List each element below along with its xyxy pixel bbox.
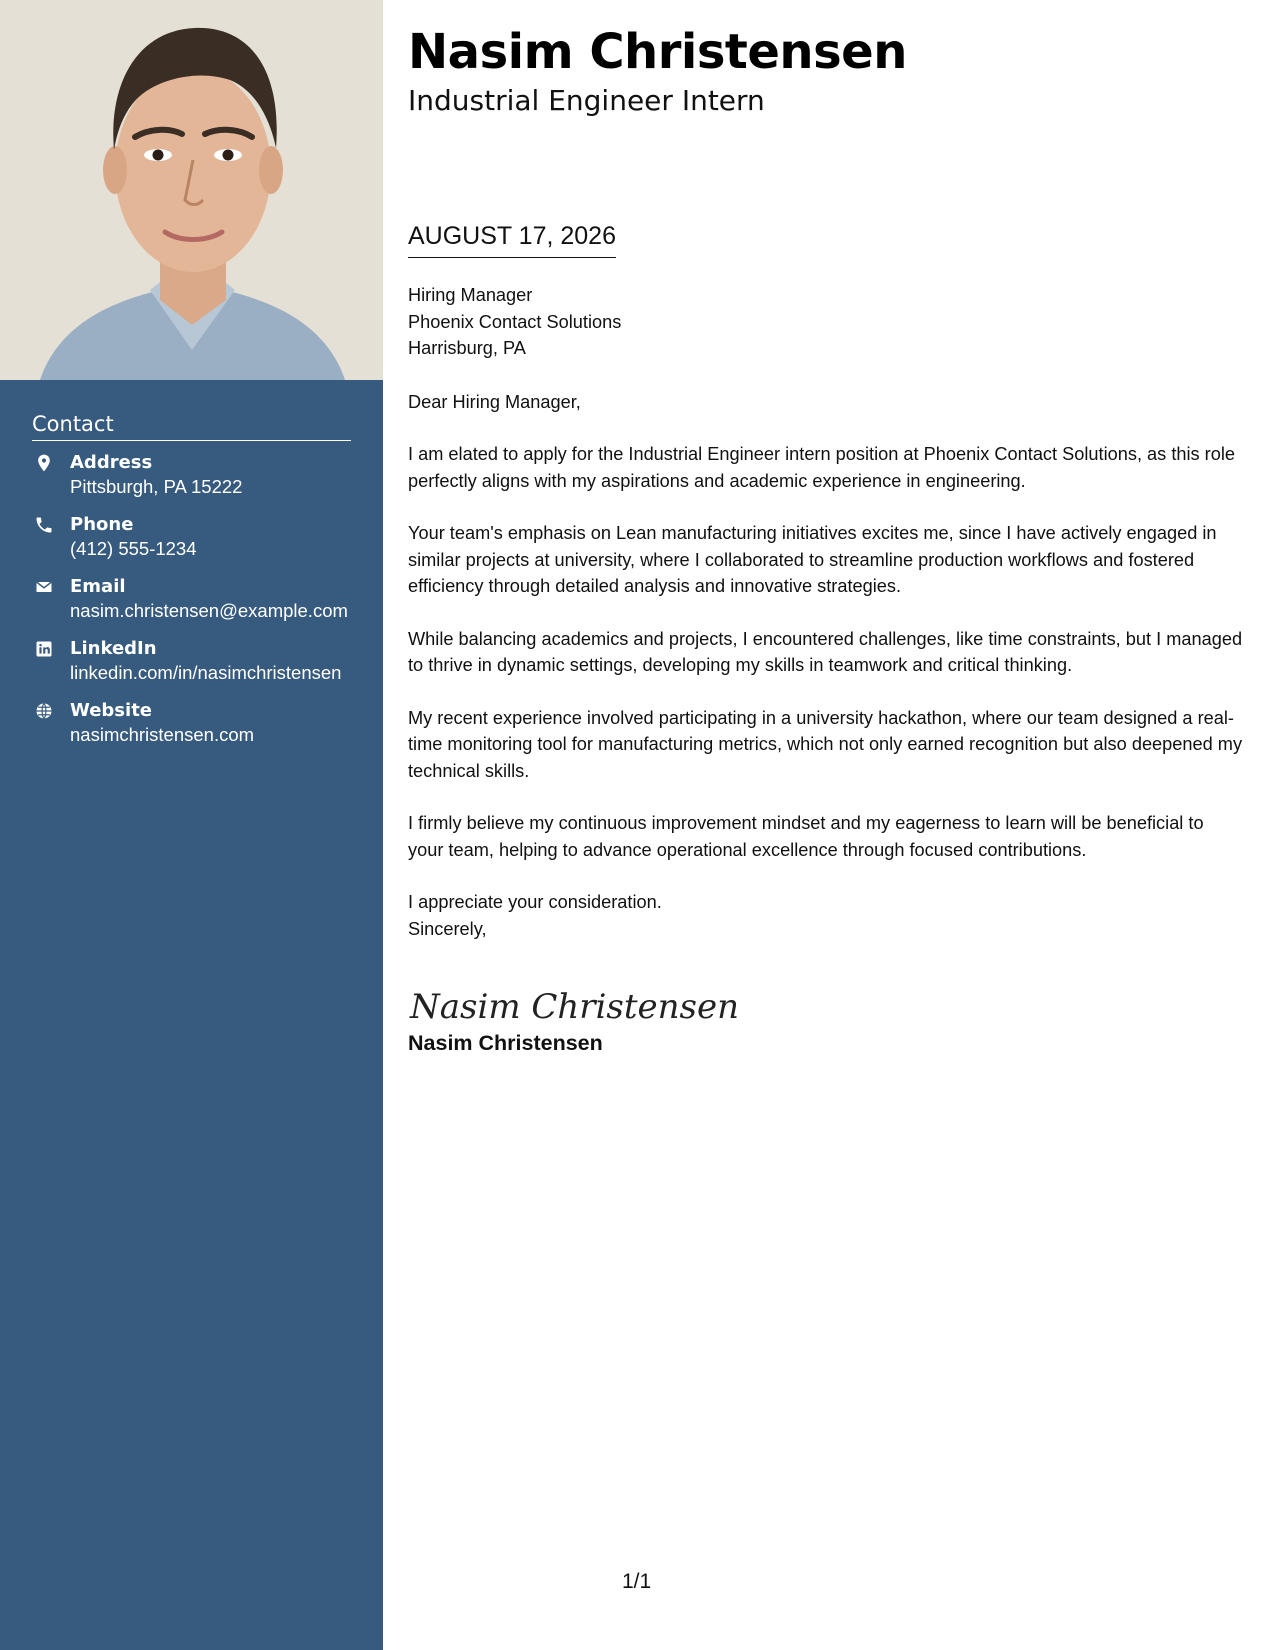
applicant-name: Nasim Christensen bbox=[408, 24, 907, 80]
phone-icon bbox=[32, 513, 70, 535]
contact-label: Website bbox=[70, 700, 153, 721]
portrait-photo bbox=[0, 0, 383, 380]
linkedin-icon bbox=[32, 637, 70, 659]
letter-date: AUGUST 17, 2026 bbox=[408, 222, 616, 258]
contact-label: Address bbox=[70, 452, 153, 473]
letter-paragraph: While balancing academics and projects, I encountered challenges, like time constraints, but I managed to thrive in dynamic settings, developing my skills in teamwork and critical thinking. bbox=[408, 628, 1243, 675]
contact-linkedin bbox=[32, 637, 351, 685]
contact-heading: Contact bbox=[32, 412, 351, 441]
salutation: Dear Hiring Manager, bbox=[408, 391, 581, 412]
contact-value: Pittsburgh, PA 15222 bbox=[70, 476, 243, 497]
sidebar bbox=[0, 0, 383, 1650]
globe-icon bbox=[32, 699, 70, 721]
contact-label: Phone bbox=[70, 514, 134, 535]
letter-paragraph: My recent experience involved participating in a university hackathon, where our team designed a real-time monitoring tool for manufacturing metrics, which not only earned recognition but also deepened my technical skills. bbox=[408, 707, 1243, 781]
letter-paragraph: I firmly believe my continuous improvement mindset and my eagerness to learn will be beneficial to your team, helping to advance operational excellence through focused contributions. bbox=[408, 813, 1204, 860]
recipient-line: Phoenix Contact Solutions bbox=[408, 311, 622, 332]
contact-website bbox=[32, 699, 351, 747]
job-title: Industrial Engineer Intern bbox=[408, 84, 765, 117]
recipient-line: Harrisburg, PA bbox=[408, 338, 526, 358]
envelope-icon bbox=[32, 575, 70, 597]
letter-paragraph: I appreciate your consideration. bbox=[408, 892, 662, 912]
letter-paragraph: I am elated to apply for the Industrial Engineer intern position at Phoenix Contact Solutions, as this role perfectly aligns with my aspirations and academic experience in engineering. bbox=[408, 444, 1235, 491]
contact-address bbox=[32, 451, 351, 499]
map-pin-icon bbox=[32, 451, 70, 473]
signature-text: Nasim Christensen bbox=[410, 987, 740, 1027]
contact-section bbox=[32, 412, 351, 761]
page-number: 1/1 bbox=[622, 1570, 652, 1593]
contact-value[interactable]: nasimchristensen.com bbox=[70, 724, 255, 745]
contact-phone bbox=[32, 513, 351, 561]
recipient-block bbox=[408, 282, 1243, 362]
letter-paragraph: Your team's emphasis on Lean manufacturing initiatives excites me, since I have actively engaged in similar projects at university, where I collaborated to streamline production workflows and fostered efficiency through detailed analysis and innovative strategies. bbox=[408, 523, 1217, 596]
signer-name: Nasim Christensen bbox=[408, 1031, 603, 1055]
contact-label: LinkedIn bbox=[70, 638, 157, 659]
contact-value: (412) 555-1234 bbox=[70, 538, 197, 559]
recipient-line: Hiring Manager bbox=[408, 285, 533, 305]
contact-email bbox=[32, 575, 351, 623]
signature-image bbox=[408, 978, 740, 1030]
contact-value[interactable]: linkedin.com/in/nasimchristensen bbox=[70, 662, 342, 683]
letter-body bbox=[408, 282, 1243, 1057]
closing: Sincerely, bbox=[408, 918, 487, 939]
contact-label: Email bbox=[70, 576, 126, 597]
contact-value[interactable]: nasim.christensen@example.com bbox=[70, 600, 348, 621]
